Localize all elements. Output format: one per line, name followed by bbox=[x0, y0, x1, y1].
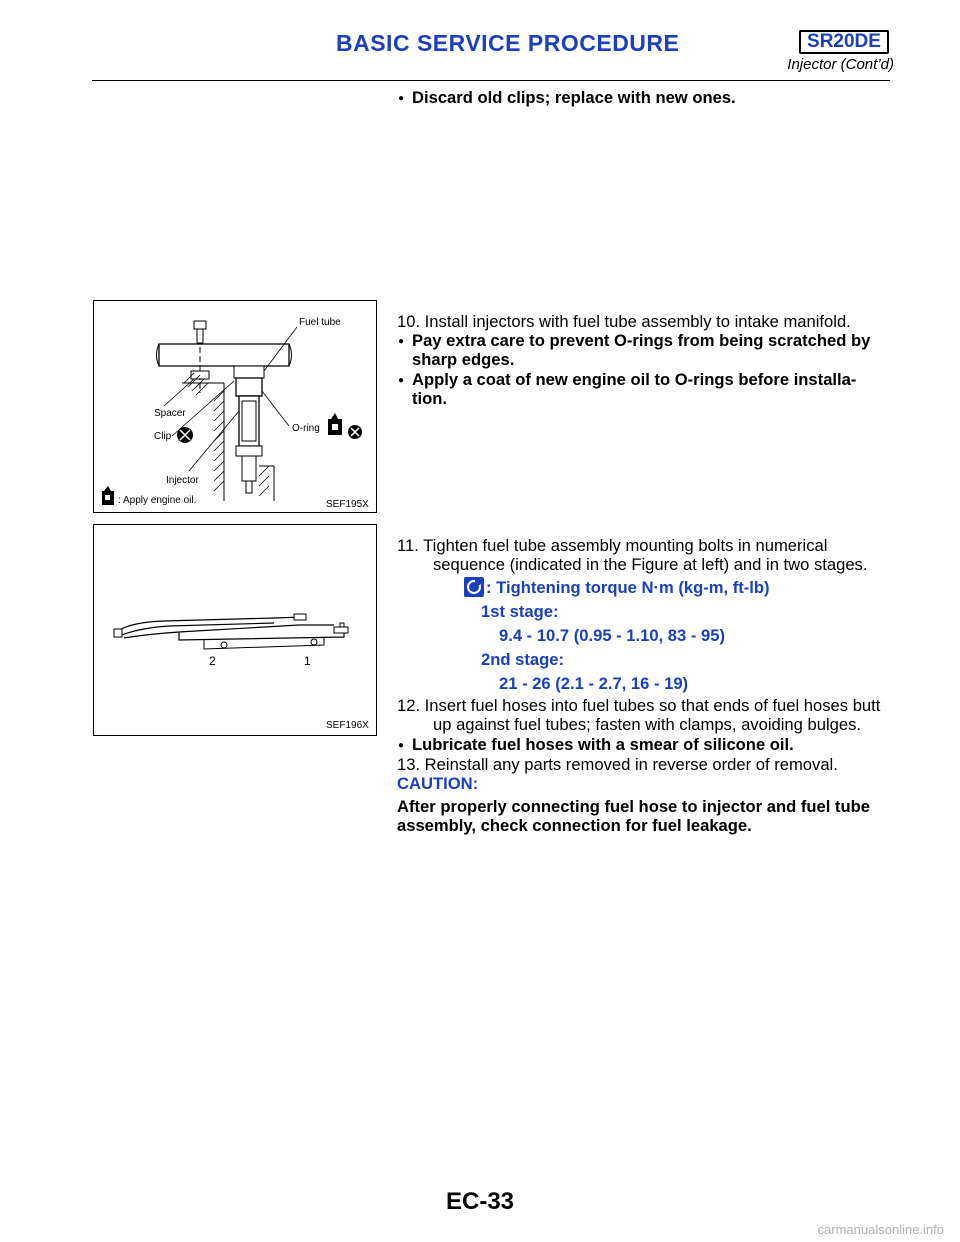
replace-cross-icon bbox=[177, 427, 193, 443]
oil-can-icon bbox=[102, 486, 114, 505]
step-10: 10. Install injectors with fuel tube assembly to intake manifold. bbox=[397, 312, 851, 331]
caution-label: CAUTION: bbox=[397, 774, 479, 793]
bullet-discard-clips: ● Discard old clips; replace with new ones. bbox=[412, 88, 736, 108]
replace-cross-icon bbox=[348, 425, 362, 439]
step-10-bullet-1-line-2: sharp edges. bbox=[412, 350, 515, 369]
step-12-bullet-1: ● Lubricate fuel hoses with a smear of silicone oil. bbox=[412, 735, 794, 755]
oil-can-icon bbox=[328, 413, 342, 435]
header-title: BASIC SERVICE PROCEDURE bbox=[336, 30, 680, 56]
torque-label: : Tightening torque N·m (kg-m, ft-lb) bbox=[486, 578, 770, 597]
label-o-ring: O-ring bbox=[292, 423, 320, 434]
figure-code: SEF195X bbox=[326, 499, 369, 510]
stage-1-label: 1st stage: bbox=[481, 602, 559, 621]
page-number: EC-33 bbox=[445, 1188, 515, 1215]
figure-code: SEF196X bbox=[326, 720, 369, 731]
legend-apply-engine-oil: : Apply engine oil. bbox=[118, 495, 197, 506]
injector-diagram bbox=[94, 301, 376, 512]
step-10-bullet-2-line-1: ● Apply a coat of new engine oil to O-rings before installa- bbox=[412, 370, 856, 390]
step-11-line-2: sequence (indicated in the Figure at left) and in two stages. bbox=[433, 555, 868, 574]
label-fuel-tube: Fuel tube bbox=[299, 317, 341, 328]
step-13: 13. Reinstall any parts removed in reverse order of removal. bbox=[397, 755, 838, 774]
watermark: carmanualsonline.info bbox=[817, 1222, 944, 1237]
step-10-bullet-2-line-2: tion. bbox=[412, 389, 448, 408]
label-clip: Clip bbox=[154, 431, 172, 442]
caution-line-2: assembly, check connection for fuel leakage. bbox=[397, 816, 752, 835]
stage-2-label: 2nd stage: bbox=[481, 650, 564, 669]
step-12-line-2: up against fuel tubes; fasten with clamps, avoiding bulges. bbox=[433, 715, 862, 734]
fuel-tube-diagram bbox=[94, 525, 376, 735]
header-subtitle: Injector (Cont’d) bbox=[787, 56, 894, 73]
header-badge: SR20DE bbox=[799, 30, 889, 54]
label-spacer: Spacer bbox=[154, 408, 186, 419]
caution-line-1: After properly connecting fuel hose to injector and fuel tube bbox=[397, 797, 870, 816]
figure-injector-installation bbox=[93, 300, 377, 513]
step-10-bullet-1-line-1: ● Pay extra care to prevent O-rings from being scratched by bbox=[412, 331, 870, 351]
stage-2-value: 21 - 26 (2.1 - 2.7, 16 - 19) bbox=[499, 674, 689, 693]
torque-wrench-icon bbox=[464, 577, 484, 597]
figure-fuel-tube-bolt-sequence bbox=[93, 524, 377, 736]
bolt-number-2: 2 bbox=[209, 654, 216, 668]
header-rule bbox=[92, 80, 890, 81]
bolt-number-1: 1 bbox=[304, 654, 311, 668]
step-12-line-1: 12. Insert fuel hoses into fuel tubes so that ends of fuel hoses butt bbox=[397, 696, 881, 715]
stage-1-value: 9.4 - 10.7 (0.95 - 1.10, 83 - 95) bbox=[499, 626, 725, 645]
label-injector: Injector bbox=[166, 475, 199, 486]
step-11-line-1: 11. Tighten fuel tube assembly mounting bolts in numerical bbox=[397, 536, 828, 555]
